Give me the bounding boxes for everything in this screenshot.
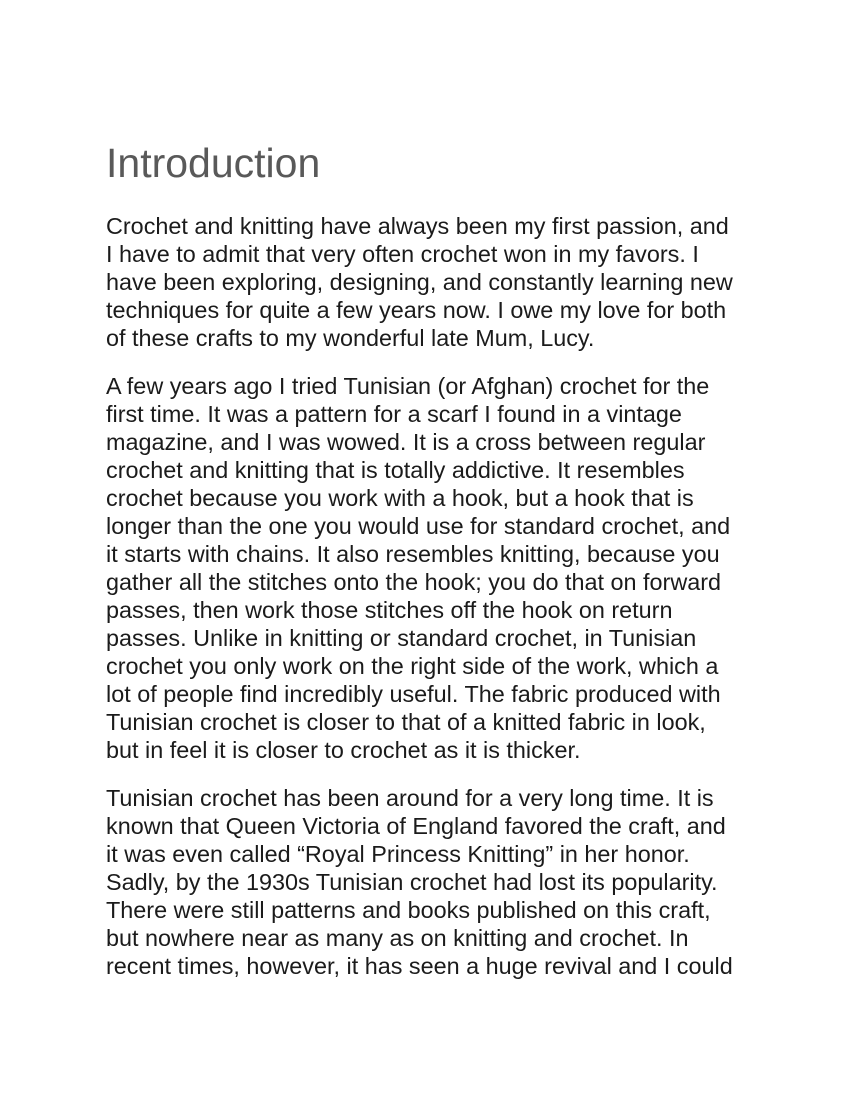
body-text [106, 212, 796, 980]
text-line: recent times, however, it has seen a huge revival and I could [106, 953, 733, 980]
text-line: Tunisian crochet has been around for a very long time. It is [106, 785, 714, 812]
text-line: longer than the one you would use for standard crochet, and [106, 513, 731, 540]
text-line: A few years ago I tried Tunisian (or Afghan) crochet for the [106, 373, 710, 400]
text-line: magazine, and I was wowed. It is a cross between regular [106, 429, 706, 456]
text-line: it was even called “Royal Princess Knitting” in her honor. [106, 841, 690, 868]
text-line: but in feel it is closer to crochet as it is thicker. [106, 737, 581, 764]
paragraph [106, 784, 796, 980]
text-line: it starts with chains. It also resembles knitting, because you [106, 541, 720, 568]
text-line: but nowhere near as many as on knitting and crochet. In [106, 925, 689, 952]
text-line: Tunisian crochet is closer to that of a knitted fabric in look, [106, 709, 706, 736]
text-line: passes, then work those stitches off the hook on return [106, 597, 673, 624]
text-line: known that Queen Victoria of England favored the craft, and [106, 813, 726, 840]
text-line: Sadly, by the 1930s Tunisian crochet had lost its popularity. [106, 869, 718, 896]
text-line: There were still patterns and books published on this craft, [106, 897, 711, 924]
paragraph [106, 372, 796, 764]
text-line: techniques for quite a few years now. I owe my love for both [106, 297, 727, 324]
text-line: crochet and knitting that is totally addictive. It resembles [106, 457, 685, 484]
text-line: gather all the stitches onto the hook; you do that on forward [106, 569, 722, 596]
paragraph [106, 212, 796, 352]
chapter-title: Introduction [106, 140, 321, 186]
text-line: crochet because you work with a hook, but a hook that is [106, 485, 694, 512]
text-line: first time. It was a pattern for a scarf I found in a vintage [106, 401, 682, 428]
page-content [106, 139, 796, 980]
text-line: of these crafts to my wonderful late Mum, Lucy. [106, 325, 595, 352]
text-line: passes. Unlike in knitting or standard crochet, in Tunisian [106, 625, 697, 652]
text-line: crochet you only work on the right side of the work, which a [106, 653, 719, 680]
text-line: have been exploring, designing, and constantly learning new [106, 269, 733, 296]
text-line: I have to admit that very often crochet won in my favors. I [106, 241, 699, 268]
text-line: lot of people find incredibly useful. The fabric produced with [106, 681, 721, 708]
text-line: Crochet and knitting have always been my first passion, and [106, 213, 729, 240]
